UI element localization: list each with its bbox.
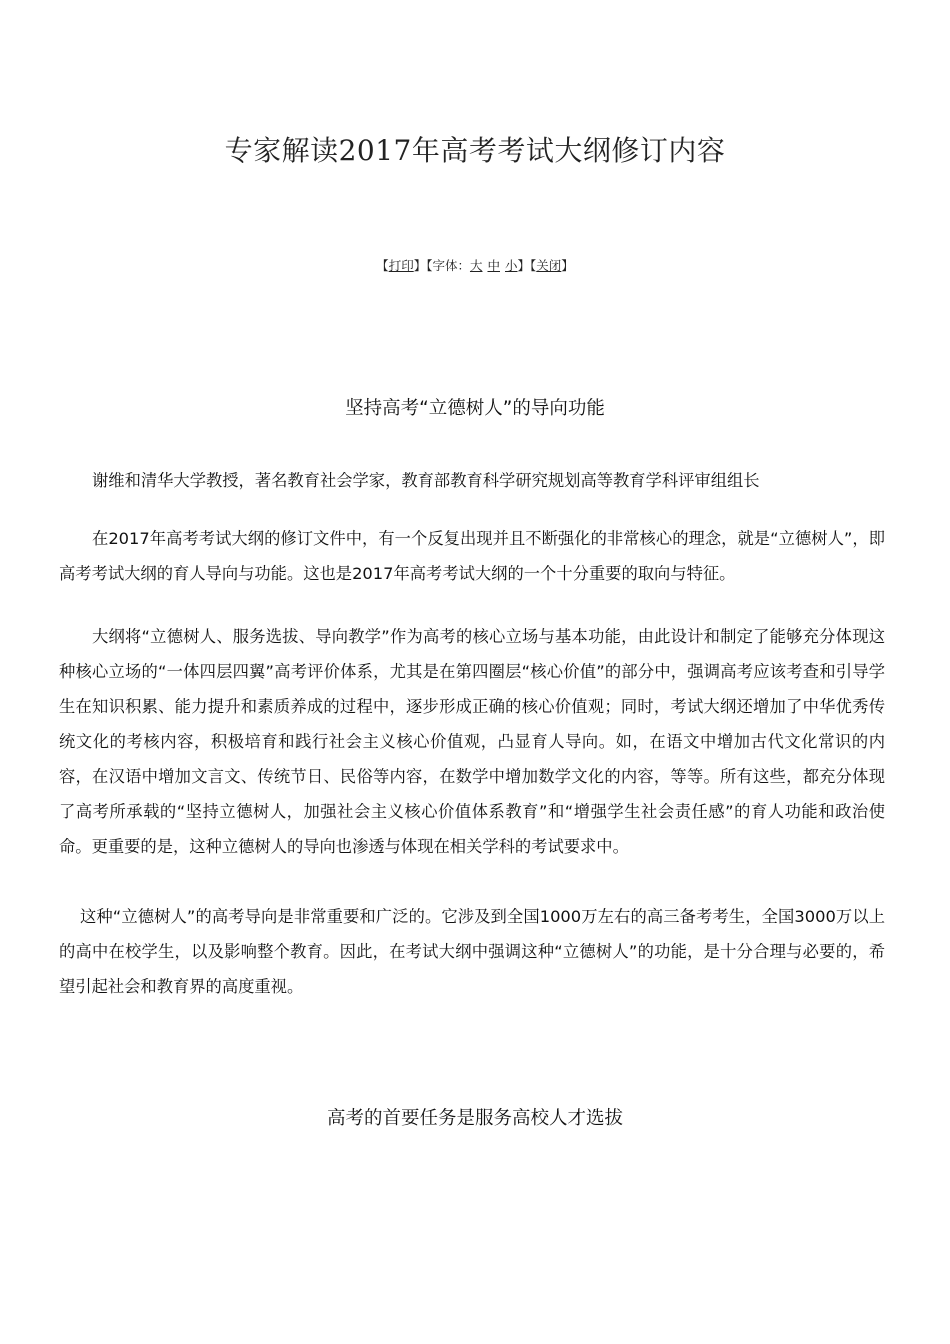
section-heading-1: 坚持高考“立德树人”的导向功能	[345, 398, 605, 419]
font-size-small-link[interactable]: 小	[505, 258, 518, 273]
section-heading-2: 高考的首要任务是服务高校人才选拔	[326, 1108, 623, 1129]
paragraph-1: 在2017年高考考试大纲的修订文件中，有一个反复出现并且不断强化的非常核心的理念，就是“立德树人”，即高考考试大纲的育人导向与功能。这也是2017年高考考试大纲的一个十分重要的取向与特征。	[59, 529, 885, 583]
toolbar-bracket: 】【	[517, 258, 537, 273]
paragraph-2: 大纲将“立德树人、服务选拔、导向教学”作为高考的核心立场与基本功能，由此设计和制定了能够充分体现这种核心立场的“一体四层四翼”高考评价体系，尤其是在第四圈层“核心价值”的部分中，强调高考应该考查和引导学生在知识积累、能力提升和素质养成的过程中，逐步形成正确的核心价值观；同时，考试大纲还增加了中华优秀传统文化的考核内容，积极培育和践行社会主义核心价值观，凸显育人导向。如，在语文中增加古代文化常识的内容，在汉语中增加文言文、传统节日、民俗等内容，在数学中增加数学文化的内容，等等。所有这些，都充分体现了高考所承载的“坚持立德树人，加强社会主义核心价值体系教育”和“增强学生社会责任感”的育人功能和政治使命。更重要的是，这种立德树人的导向也渗透与体现在相关学科的考试要求中。	[59, 627, 885, 856]
font-size-label: 】【字体：	[413, 258, 470, 273]
article-toolbar	[0, 256, 950, 276]
close-link[interactable]: 关闭	[536, 258, 562, 273]
font-size-medium-link[interactable]: 中	[487, 258, 500, 273]
font-size-large-link[interactable]: 大	[469, 258, 483, 273]
toolbar-bracket: 【	[376, 258, 389, 273]
print-link[interactable]: 打印	[388, 258, 414, 273]
paragraph-3: 这种“立德树人”的高考导向是非常重要和广泛的。它涉及到全国1000万左右的高三备考考生，全国3000万以上的高中在校学生，以及影响整个教育。因此，在考试大纲中强调这种“立德树人”的功能，是十分合理与必要的，希望引起社会和教育界的高度重视。	[59, 907, 885, 996]
author-line: 谢维和清华大学教授，著名教育社会学家，教育部教育科学研究规划高等教育学科评审组组长	[92, 471, 760, 490]
page-title: 专家解读2017年高考考试大纲修订内容	[224, 134, 726, 167]
toolbar-bracket: 】	[561, 258, 574, 273]
